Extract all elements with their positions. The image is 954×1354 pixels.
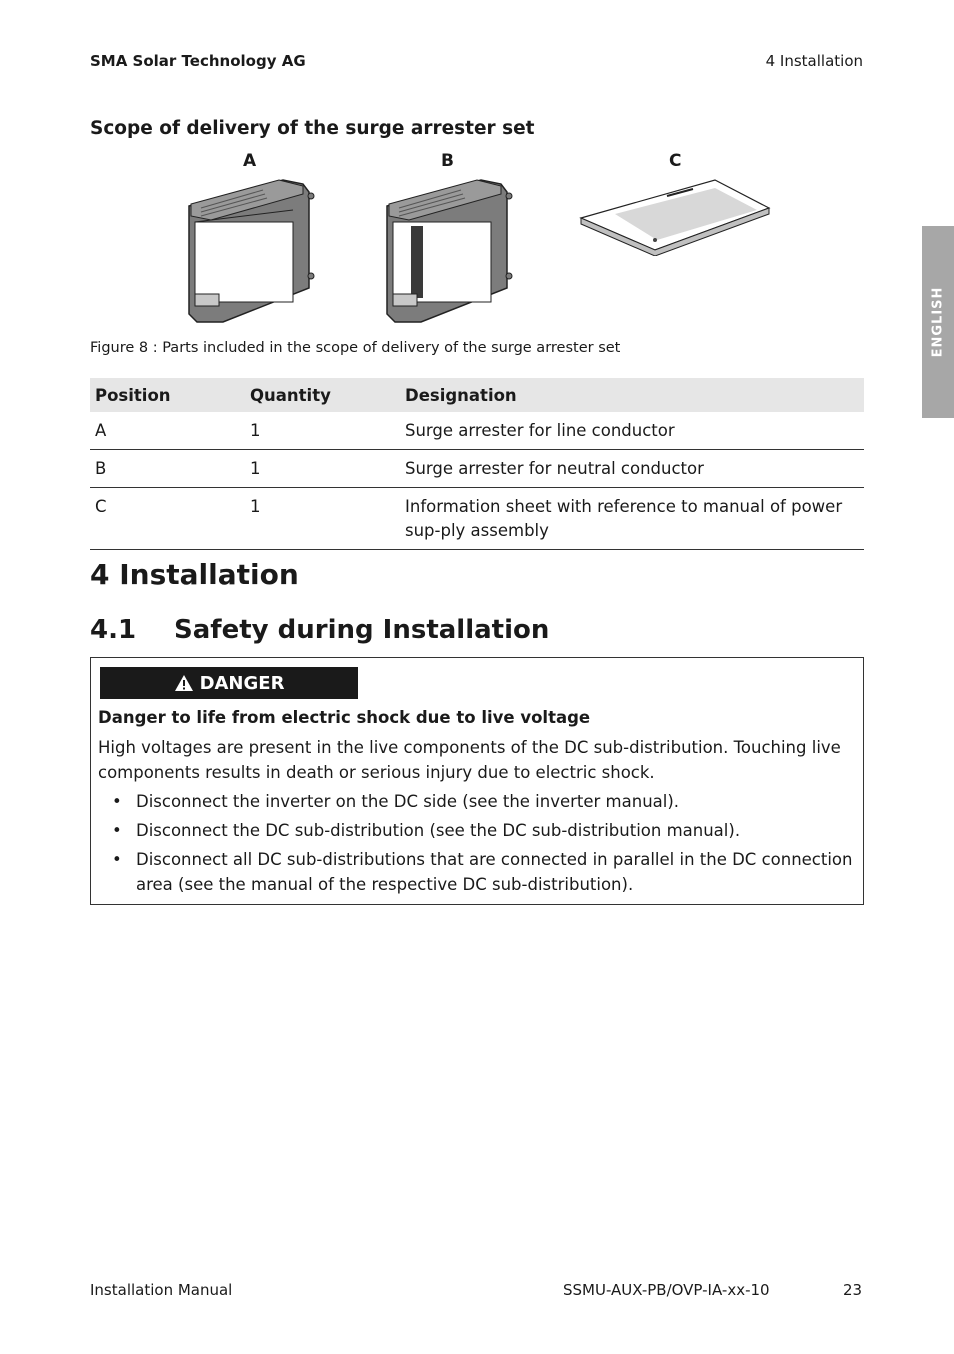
cell-position: A: [90, 412, 245, 450]
language-tab: [922, 226, 954, 418]
parts-table: [90, 378, 864, 550]
warning-triangle-icon: [174, 674, 194, 692]
figure-caption: Figure 8 : Parts included in the scope of delivery of the surge arrester set: [90, 340, 621, 356]
list-item-text: Disconnect the DC sub-distribution (see the DC sub-distribution manual).: [136, 821, 741, 840]
surge-arrester-neutral-image: [381, 176, 516, 326]
section-title: Safety during Installation: [174, 615, 550, 645]
list-item: [98, 818, 858, 843]
section-heading: [90, 615, 549, 645]
table-row: [90, 412, 864, 450]
list-item: [98, 789, 858, 814]
danger-banner: [100, 667, 358, 699]
bullet-glyph: •: [112, 792, 122, 811]
footer-document-type: Installation Manual: [90, 1281, 233, 1299]
list-item: [98, 847, 858, 897]
table-row: [90, 488, 864, 550]
figure-label-a: A: [243, 151, 257, 171]
bullet-glyph: •: [112, 850, 122, 869]
cell-quantity: 1: [245, 488, 400, 550]
column-header-designation: Designation: [400, 378, 864, 412]
cell-quantity: 1: [245, 412, 400, 450]
danger-label: DANGER: [199, 672, 285, 694]
table-row: [90, 450, 864, 488]
surge-arrester-line-image: [183, 176, 318, 326]
danger-description: High voltages are present in the live components of the DC sub-distribution. Touching live components results in death or serious injury due to electric shock.: [98, 738, 841, 782]
danger-notice: [90, 657, 864, 905]
cell-designation: Surge arrester for line conductor: [400, 412, 864, 450]
cell-designation: Surge arrester for neutral conductor: [400, 450, 864, 488]
page-number: 23: [843, 1281, 863, 1299]
language-tab-label: ENGLISH: [930, 286, 946, 358]
list-item-text: Disconnect all DC sub-distributions that are connected in parallel in the DC connection area (see the manual of the respective DC sub-distribution).: [136, 850, 853, 894]
table-header-row: [90, 378, 864, 412]
chapter-heading: 4 Installation: [90, 558, 299, 591]
cell-position: B: [90, 450, 245, 488]
cell-quantity: 1: [245, 450, 400, 488]
list-item-text: Disconnect the inverter on the DC side (see the inverter manual).: [136, 792, 680, 811]
running-section-title: 4 Installation: [765, 52, 863, 70]
figure-label-b: B: [441, 151, 454, 171]
cell-position: C: [90, 488, 245, 550]
danger-title: Danger to life from electric shock due to live voltage: [98, 708, 591, 727]
column-header-position: Position: [90, 378, 245, 412]
figure-label-c: C: [669, 151, 682, 171]
scope-title: Scope of delivery of the surge arrester set: [90, 118, 535, 139]
cell-designation: Information sheet with reference to manual of power sup-ply assembly: [400, 488, 864, 550]
information-sheet-image: [575, 174, 775, 256]
company-name: SMA Solar Technology AG: [90, 52, 306, 70]
column-header-quantity: Quantity: [245, 378, 400, 412]
bullet-glyph: •: [112, 821, 122, 840]
danger-actions-list: [98, 789, 858, 901]
footer-document-code: SSMU-AUX-PB/OVP-IA-xx-10: [563, 1281, 770, 1299]
section-number: 4.1: [90, 615, 137, 645]
